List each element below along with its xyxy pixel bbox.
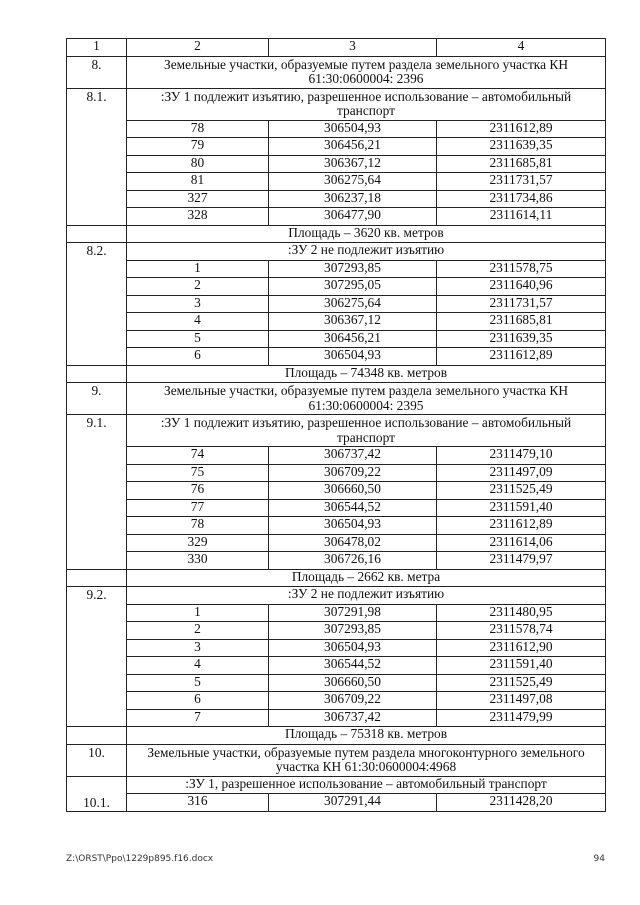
y-coordinate: 2311614,11 [437, 208, 606, 226]
parcel-caption: :ЗУ 2 не подлежит изъятию [127, 243, 606, 261]
y-coordinate: 2311578,74 [437, 622, 606, 640]
y-coordinate: 2311685,81 [437, 155, 606, 173]
y-coordinate: 2311731,57 [437, 173, 606, 191]
table-row [67, 499, 606, 517]
area-row [67, 225, 606, 243]
x-coordinate: 306737,42 [269, 447, 437, 465]
parcel-caption-row [67, 587, 606, 605]
section-title: Земельные участки, образуемые путем раздела земельного участка КН 61:30:0600004: 2396 [127, 56, 606, 88]
y-coordinate: 2311578,75 [437, 260, 606, 278]
section-title-row [67, 744, 606, 776]
table-row [67, 604, 606, 622]
point-number: 2 [127, 278, 269, 296]
y-coordinate: 2311612,89 [437, 120, 606, 138]
point-number: 6 [127, 692, 269, 710]
parcel-number: 9.2. [67, 587, 127, 727]
x-coordinate: 306504,93 [269, 120, 437, 138]
empty-cell [67, 569, 127, 587]
y-coordinate: 2311731,57 [437, 295, 606, 313]
parcel-caption: :ЗУ 2 не подлежит изъятию [127, 587, 606, 605]
y-coordinate: 2311591,40 [437, 657, 606, 675]
parcel-caption-row [67, 88, 606, 120]
point-number: 1 [127, 260, 269, 278]
point-number: 4 [127, 313, 269, 331]
area-text: Площадь – 3620 кв. метров [127, 225, 606, 243]
point-number: 1 [127, 604, 269, 622]
y-coordinate: 2311612,89 [437, 348, 606, 366]
point-number: 78 [127, 517, 269, 535]
y-coordinate: 2311639,35 [437, 138, 606, 156]
point-number: 5 [127, 330, 269, 348]
point-number: 3 [127, 639, 269, 657]
x-coordinate: 306709,22 [269, 692, 437, 710]
y-coordinate: 2311480,95 [437, 604, 606, 622]
x-coordinate: 307291,44 [269, 794, 437, 812]
y-coordinate: 2311734,86 [437, 190, 606, 208]
point-number: 328 [127, 208, 269, 226]
x-coordinate: 306504,93 [269, 348, 437, 366]
table-row [67, 692, 606, 710]
point-number: 76 [127, 482, 269, 500]
x-coordinate: 307293,85 [269, 260, 437, 278]
table-row [67, 674, 606, 692]
point-number: 75 [127, 464, 269, 482]
table-row [67, 330, 606, 348]
y-coordinate: 2311479,10 [437, 447, 606, 465]
point-number: 330 [127, 552, 269, 570]
table-row [67, 208, 606, 226]
table-row [67, 313, 606, 331]
table-row [67, 447, 606, 465]
table-row [67, 173, 606, 191]
y-coordinate: 2311525,49 [437, 482, 606, 500]
area-row [67, 569, 606, 587]
table-row [67, 464, 606, 482]
x-coordinate: 307293,85 [269, 622, 437, 640]
table-row [67, 709, 606, 727]
x-coordinate: 306456,21 [269, 138, 437, 156]
coordinates-table [66, 38, 606, 812]
page-footer [66, 854, 605, 868]
x-coordinate: 306504,93 [269, 517, 437, 535]
y-coordinate: 2311525,49 [437, 674, 606, 692]
area-text: Площадь – 2662 кв. метра [127, 569, 606, 587]
table-row [67, 260, 606, 278]
table-row [67, 794, 606, 812]
parcel-caption-row [67, 415, 606, 447]
area-row [67, 365, 606, 383]
y-coordinate: 2311639,35 [437, 330, 606, 348]
point-number: 79 [127, 138, 269, 156]
point-number: 81 [127, 173, 269, 191]
x-coordinate: 306660,50 [269, 674, 437, 692]
section-number: 8. [67, 56, 127, 88]
x-coordinate: 306726,16 [269, 552, 437, 570]
table-row [67, 517, 606, 535]
parcel-number: 8.2. [67, 243, 127, 366]
point-number: 327 [127, 190, 269, 208]
point-number: 78 [127, 120, 269, 138]
y-coordinate: 2311614,06 [437, 534, 606, 552]
point-number: 80 [127, 155, 269, 173]
x-coordinate: 306737,42 [269, 709, 437, 727]
table-row [67, 138, 606, 156]
parcel-caption: :ЗУ 1, разрешенное использование – автомобильный транспорт [127, 776, 606, 794]
table-row [67, 482, 606, 500]
header-cell: 4 [437, 39, 606, 57]
x-coordinate: 306544,52 [269, 657, 437, 675]
page-number: 94 [593, 854, 605, 864]
table-row [67, 657, 606, 675]
table-row [67, 190, 606, 208]
table-row [67, 639, 606, 657]
parcel-caption-row [67, 776, 606, 794]
x-coordinate: 307291,98 [269, 604, 437, 622]
x-coordinate: 306237,18 [269, 190, 437, 208]
y-coordinate: 2311685,81 [437, 313, 606, 331]
x-coordinate: 306660,50 [269, 482, 437, 500]
x-coordinate: 306275,64 [269, 173, 437, 191]
point-number: 74 [127, 447, 269, 465]
empty-cell [67, 365, 127, 383]
parcel-number: 8.1. [67, 88, 127, 225]
header-cell: 2 [127, 39, 269, 57]
point-number: 6 [127, 348, 269, 366]
point-number: 2 [127, 622, 269, 640]
table-row [67, 552, 606, 570]
x-coordinate: 306367,12 [269, 313, 437, 331]
x-coordinate: 306478,02 [269, 534, 437, 552]
x-coordinate: 306456,21 [269, 330, 437, 348]
x-coordinate: 306275,64 [269, 295, 437, 313]
y-coordinate: 2311428,20 [437, 794, 606, 812]
table-row [67, 155, 606, 173]
point-number: 7 [127, 709, 269, 727]
table-row [67, 278, 606, 296]
y-coordinate: 2311497,08 [437, 692, 606, 710]
section-title-row [67, 56, 606, 88]
x-coordinate: 306504,93 [269, 639, 437, 657]
table-row [67, 120, 606, 138]
section-title: Земельные участки, образуемые путем раздела многоконтурного земельного участка КН 61:30:0600004:4968 [127, 744, 606, 776]
parcel-caption-row [67, 243, 606, 261]
x-coordinate: 307295,05 [269, 278, 437, 296]
table-row [67, 348, 606, 366]
table-row [67, 534, 606, 552]
parcel-caption: :ЗУ 1 подлежит изъятию, разрешенное использование – автомобильный транспорт [127, 415, 606, 447]
point-number: 5 [127, 674, 269, 692]
x-coordinate: 306477,90 [269, 208, 437, 226]
empty-cell [67, 727, 127, 745]
header-cell: 3 [269, 39, 437, 57]
y-coordinate: 2311479,97 [437, 552, 606, 570]
parcel-number: 10.1. [67, 776, 127, 811]
empty-cell [67, 225, 127, 243]
area-text: Площадь – 74348 кв. метров [127, 365, 606, 383]
header-cell: 1 [67, 39, 127, 57]
x-coordinate: 306544,52 [269, 499, 437, 517]
y-coordinate: 2311612,90 [437, 639, 606, 657]
y-coordinate: 2311591,40 [437, 499, 606, 517]
point-number: 77 [127, 499, 269, 517]
area-row [67, 727, 606, 745]
point-number: 329 [127, 534, 269, 552]
y-coordinate: 2311612,89 [437, 517, 606, 535]
file-path: Z:\ORST\Ppo\1229p895.f16.docx [66, 854, 214, 864]
section-title: Земельные участки, образуемые путем раздела земельного участка КН 61:30:0600004: 2395 [127, 383, 606, 415]
point-number: 3 [127, 295, 269, 313]
section-number: 9. [67, 383, 127, 415]
section-number: 10. [67, 744, 127, 776]
point-number: 316 [127, 794, 269, 812]
x-coordinate: 306367,12 [269, 155, 437, 173]
table-row [67, 295, 606, 313]
table-header-row [67, 39, 606, 57]
y-coordinate: 2311497,09 [437, 464, 606, 482]
parcel-number: 9.1. [67, 415, 127, 570]
y-coordinate: 2311479,99 [437, 709, 606, 727]
table-row [67, 622, 606, 640]
x-coordinate: 306709,22 [269, 464, 437, 482]
section-title-row [67, 383, 606, 415]
y-coordinate: 2311640,96 [437, 278, 606, 296]
parcel-caption: :ЗУ 1 подлежит изъятию, разрешенное использование – автомобильный транспорт [127, 88, 606, 120]
area-text: Площадь – 75318 кв. метров [127, 727, 606, 745]
point-number: 4 [127, 657, 269, 675]
